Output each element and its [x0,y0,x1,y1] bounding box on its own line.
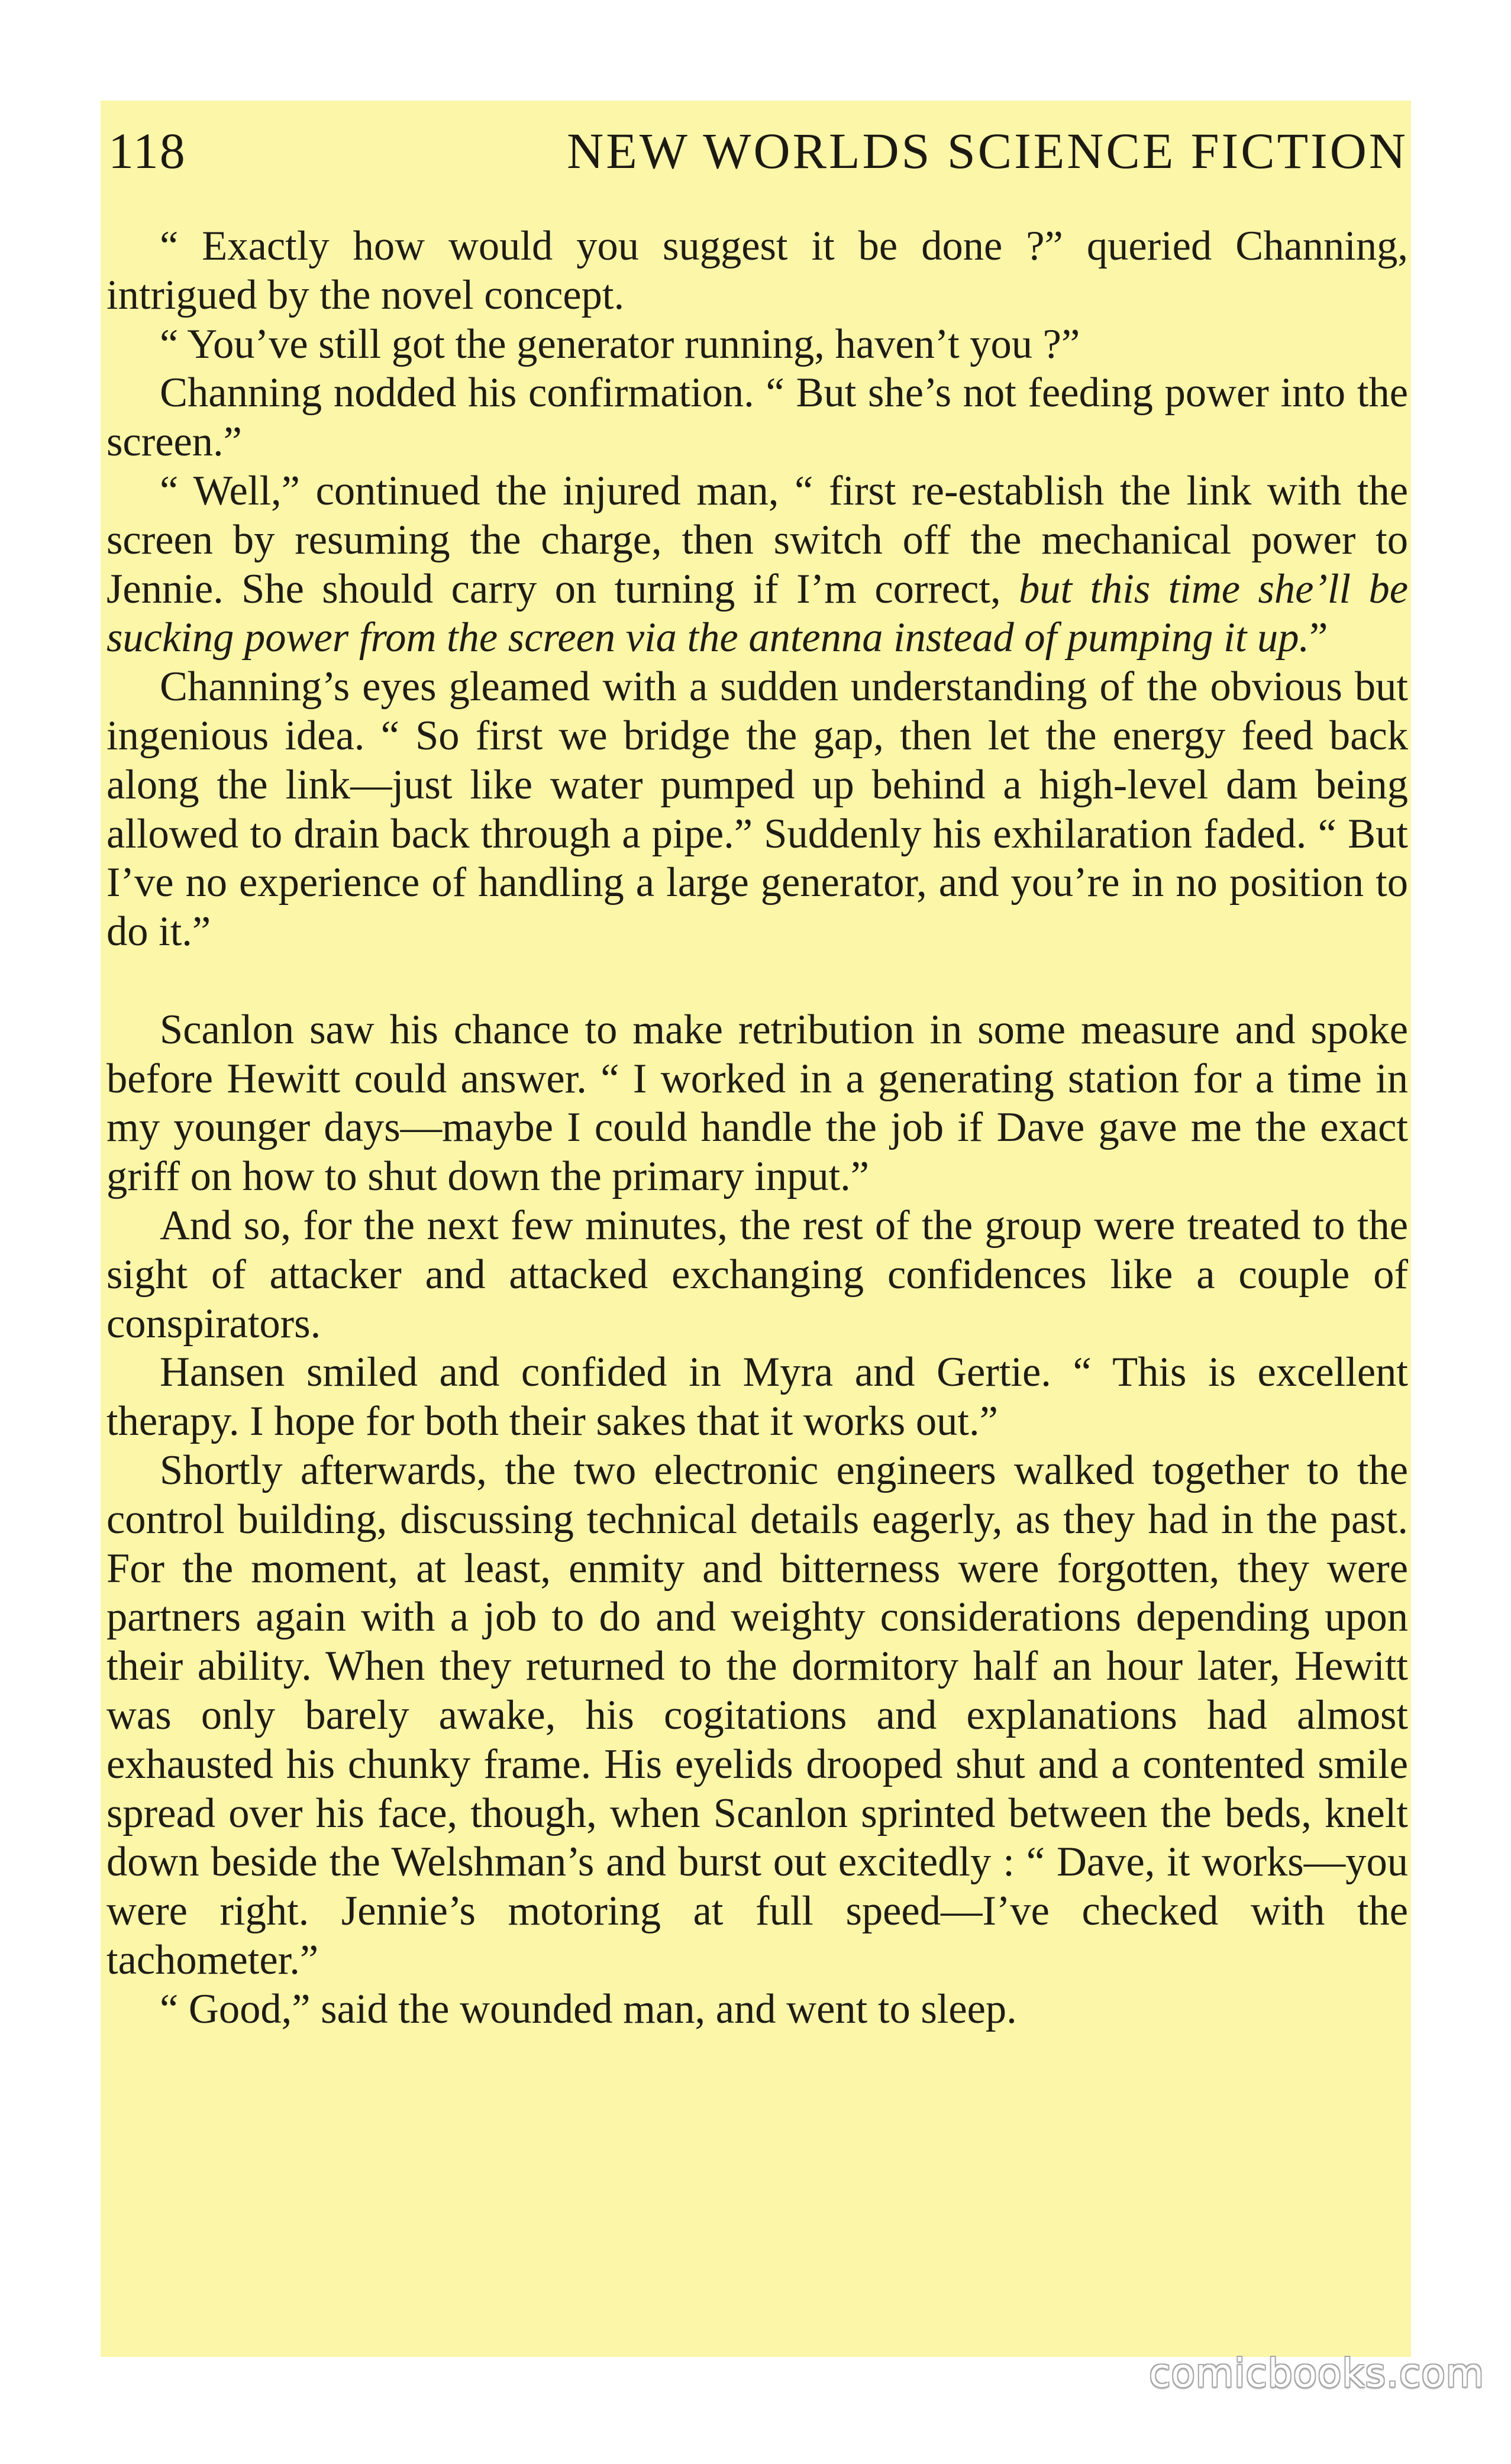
story-text [106,222,1408,2033]
italic-passage: but this time she’ll be sucking power from the screen via the antenna instead of pumping it up. [106,565,1408,661]
paragraph: Scanlon saw his chance to make retribution in some measure and spoke before Hewitt could answer. “ I worked in a generating station for a time in my younger days—maybe I could handle the job if Dave gave me the exact griff on how to shut down the primary input.” [106,1006,1408,1200]
running-head: NEW WORLDS SCIENCE FICTION [567,122,1408,179]
paragraph: Shortly afterwards, the two electronic engineers walked together to the control building, discussing technical details eagerly, as they had in the past. For the moment, at least, enmity and bitterness were forgotten, they were partners again with a job to do and weighty considerations depending upon their ability. When they returned to the dormitory half an hour later, Hewitt was only barely awake, his cogitations and explanations had almost exhausted his chunky frame. His eyelids drooped shut and a contented smile spread over his face, though, when Scanlon sprinted between the beds, knelt down beside the Welshman’s and burst out excitedly : “ Dave, it works—you were right. Jennie’s motoring at full speed—I’ve checked with the tachometer.” [106,1447,1408,1983]
paragraph: Channing’s eyes gleamed with a sudden understanding of the obvious but ingenious idea. “ So first we bridge the gap, then let the energy feed back along the link—just like water pumped up behind a high-level dam being allowed to drain back through a pipe.” Suddenly his exhilaration faded. “ But I’ve no experience of handling a large generator, and you’re in no position to do it.” [106,664,1408,955]
page-number: 118 [108,122,186,179]
paragraph: Hansen smiled and confided in Myra and Gertie. “ This is excellent therapy. I hope for both their sakes that it works out.” [106,1349,1408,1445]
paragraph: “ Well,” continued the injured man, “ first re-establish the link with the screen by resuming the charge, then switch off the mechanical power to Jennie. She should carry on turning if I’m correct, but this time she’ll be sucking power from the screen via the antenna instead of pumping it up.” [106,467,1408,661]
paragraph: And so, for the next few minutes, the rest of the group were treated to the sight of attacker and attacked exchanging confidences like a couple of conspirators. [106,1202,1408,1347]
page-header [104,121,1408,186]
paragraph: “ Exactly how would you suggest it be done ?” queried Channing, intrigued by the novel concept. [106,223,1408,318]
site-watermark: comicbooks.com [1149,2350,1484,2396]
paragraph: “ Good,” said the wounded man, and went to sleep. [160,1986,1017,2032]
paragraph: Channing nodded his confirmation. “ But she’s not feeding power into the screen.” [106,370,1408,465]
paragraph: “ You’ve still got the generator running, haven’t you ?” [160,321,1080,367]
